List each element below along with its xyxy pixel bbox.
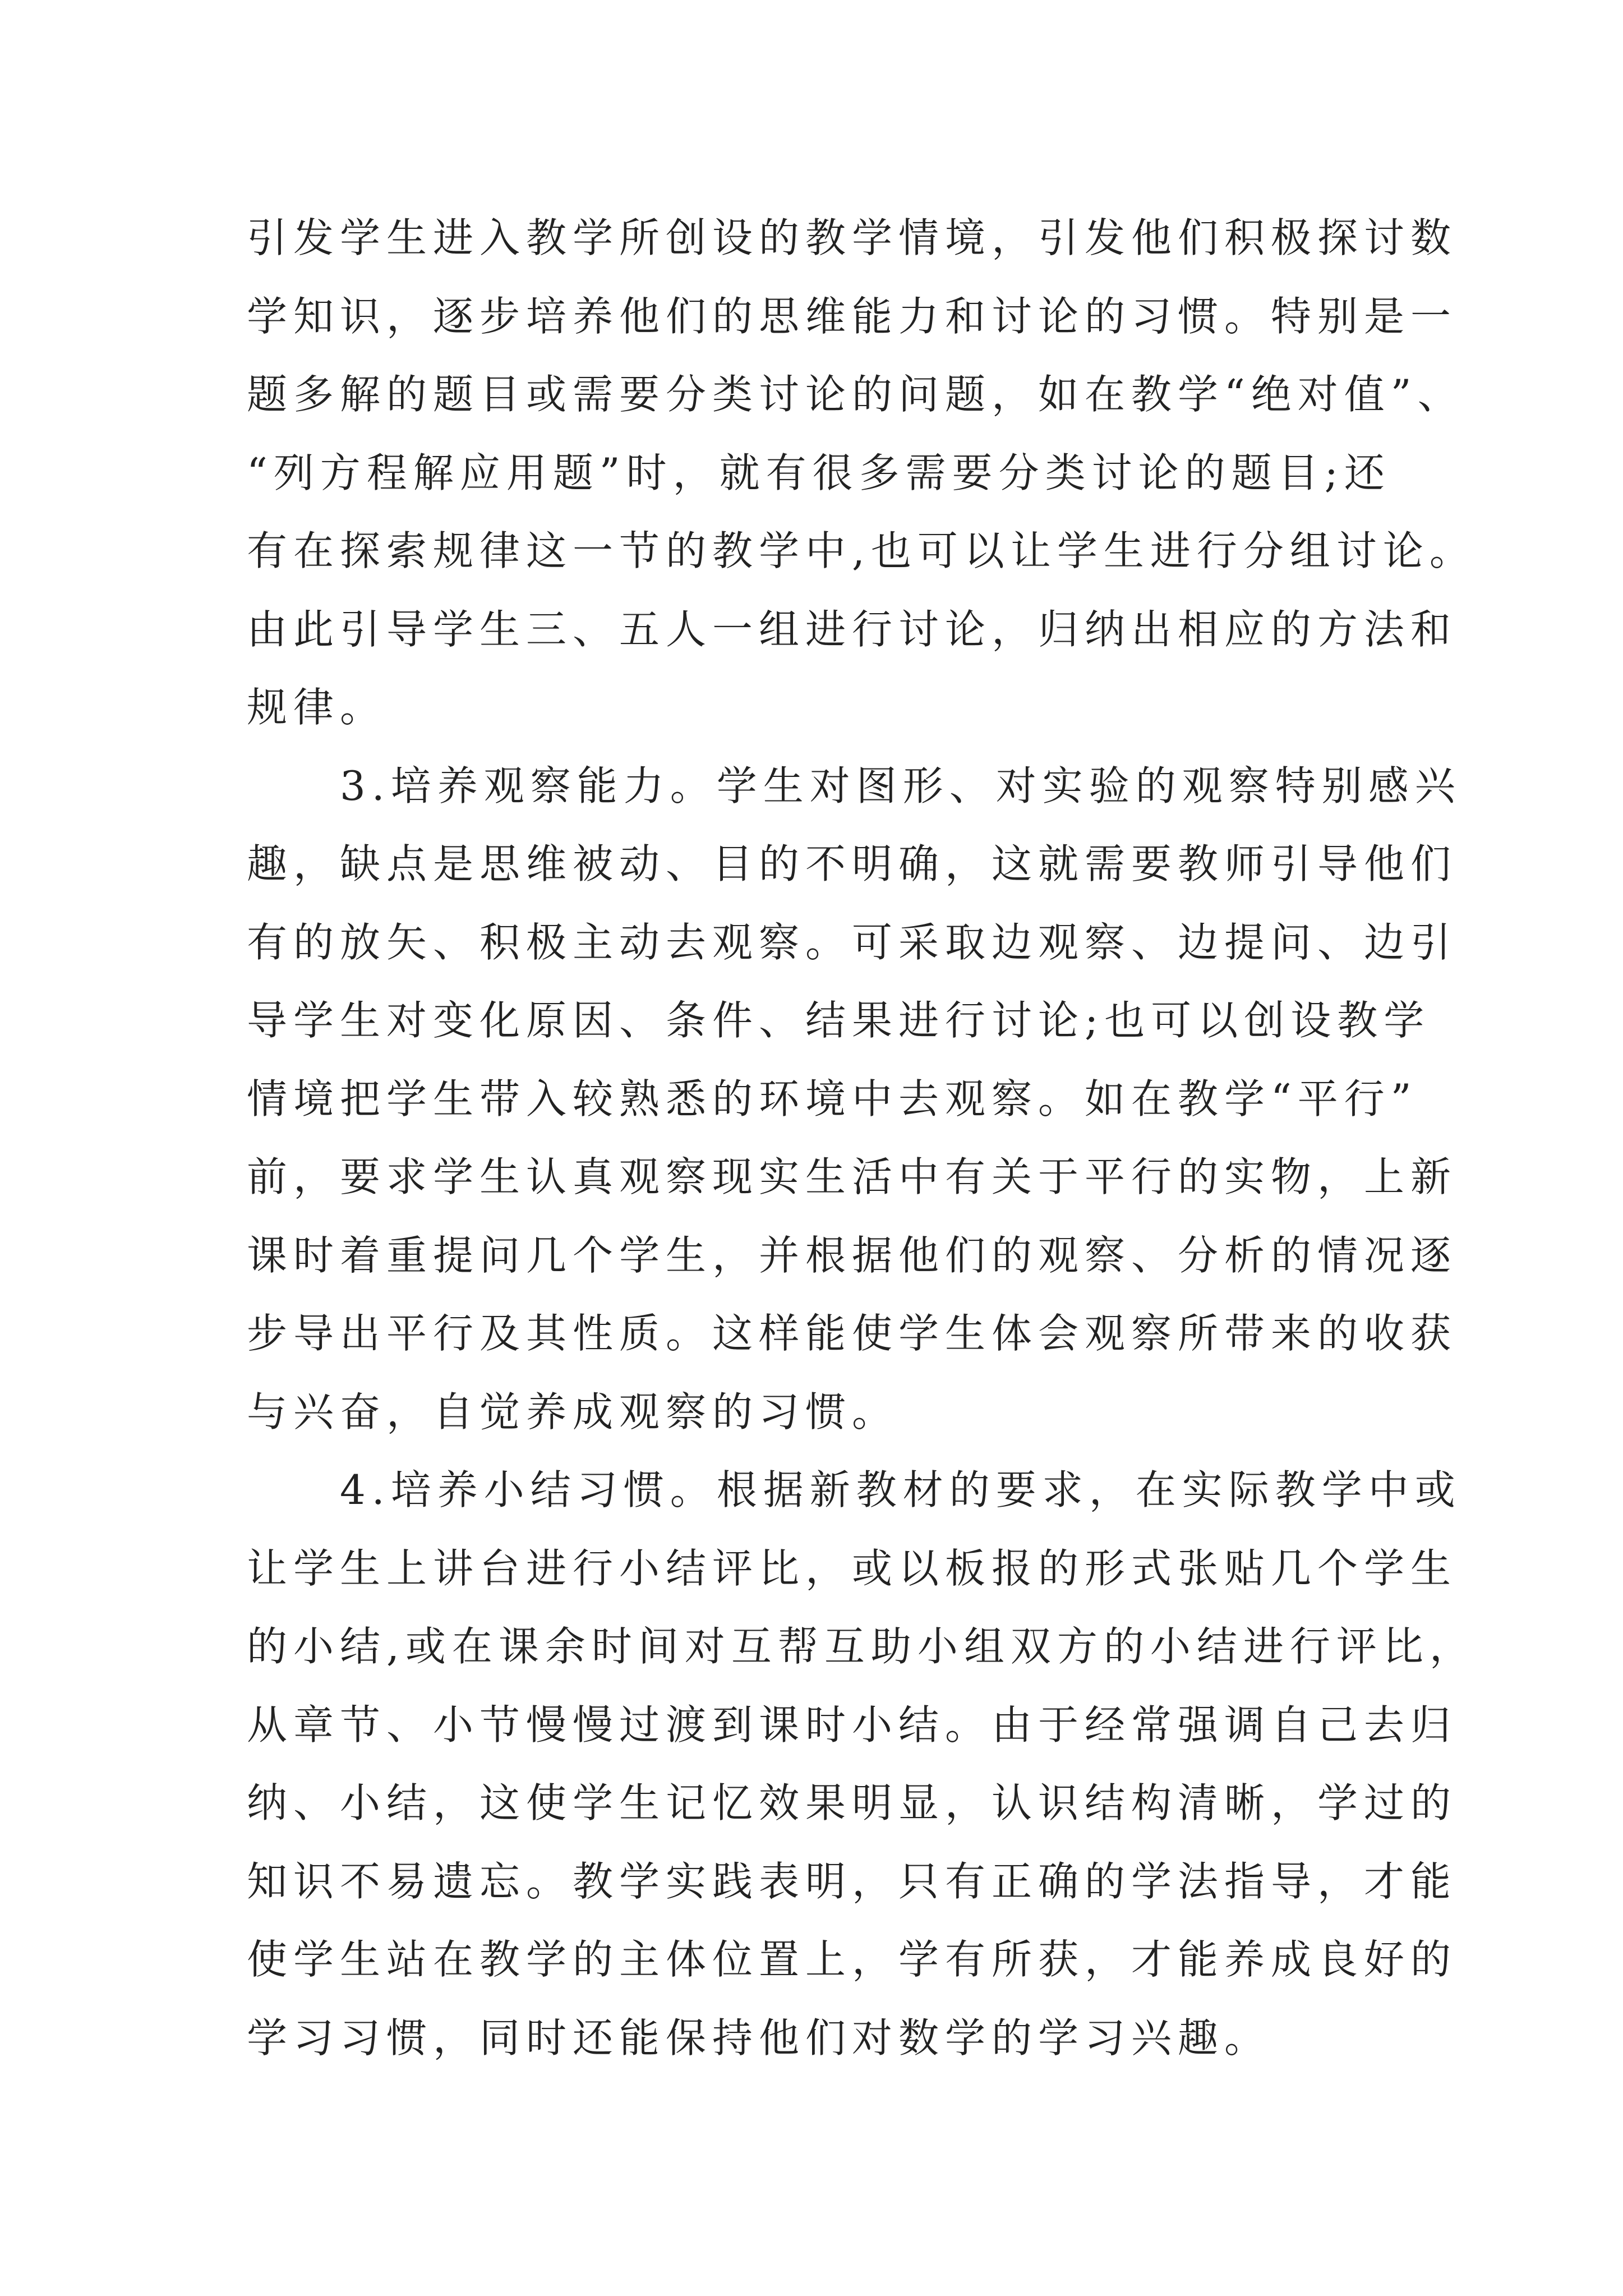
text-line: 趣，缺点是思维被动、目的不明确，这就需要教师引导他们	[247, 840, 1458, 887]
text-line: 与兴奋，自觉养成观察的习惯。	[247, 1388, 899, 1435]
text-line: 由此引导学生三、五人一组进行讨论，归纳出相应的方法和	[247, 605, 1458, 653]
text-line: 导学生对变化原因、条件、结果进行讨论;也可以创设教学	[247, 997, 1431, 1044]
text-line: 学知识，逐步培养他们的思维能力和讨论的习惯。特别是一	[247, 292, 1458, 340]
text-line: 引发学生进入教学所创设的教学情境，引发他们积极探讨数	[247, 214, 1458, 261]
text-line: 纳、小结，这使学生记忆效果明显，认识结构清晰，学过的	[247, 1779, 1458, 1826]
text-line: 规律。	[247, 684, 387, 731]
document-body	[247, 199, 1476, 2077]
text-line-indented: 3.培养观察能力。学生对图形、对实验的观察特别感兴	[340, 762, 1461, 809]
text-line: 情境把学生带入较熟悉的环境中去观察。如在教学“平行”	[247, 1075, 1418, 1122]
text-line: 从章节、小节慢慢过渡到课时小结。由于经常强调自己去归	[247, 1701, 1458, 1749]
text-line: 前，要求学生认真观察现实生活中有关于平行的实物，上新	[247, 1153, 1458, 1200]
text-line: 的小结,或在课余时间对互帮互助小组双方的小结进行评比，	[247, 1623, 1476, 1670]
text-line: 知识不易遗忘。教学实践表明，只有正确的学法指导，才能	[247, 1857, 1458, 1905]
text-line: 有的放矢、积极主动去观察。可采取边观察、边提问、边引	[247, 918, 1458, 966]
paragraph-observation-ability	[247, 747, 1461, 1452]
text-line: 让学生上讲台进行小结评比，或以板报的形式张贴几个学生	[247, 1544, 1458, 1592]
paragraph-continued-discussion	[247, 199, 1476, 747]
text-line: 步导出平行及其性质。这样能使学生体会观察所带来的收获	[247, 1310, 1458, 1357]
text-line: “列方程解应用题”时，就有很多需要分类讨论的题目;还	[247, 449, 1391, 496]
text-line: 学习习惯，同时还能保持他们对数学的学习兴趣。	[247, 2014, 1271, 2062]
text-line: 使学生站在教学的主体位置上，学有所获，才能养成良好的	[247, 1936, 1458, 1983]
paragraph-summary-habit	[247, 1451, 1476, 2077]
text-line-indented: 4.培养小结习惯。根据新教材的要求，在实际教学中或	[340, 1466, 1461, 1513]
text-line: 课时着重提问几个学生，并根据他们的观察、分析的情况逐	[247, 1231, 1458, 1279]
text-line: 有在探索规律这一节的教学中,也可以让学生进行分组讨论。	[247, 527, 1476, 574]
text-line: 题多解的题目或需要分类讨论的问题，如在教学“绝对值”、	[247, 371, 1464, 418]
